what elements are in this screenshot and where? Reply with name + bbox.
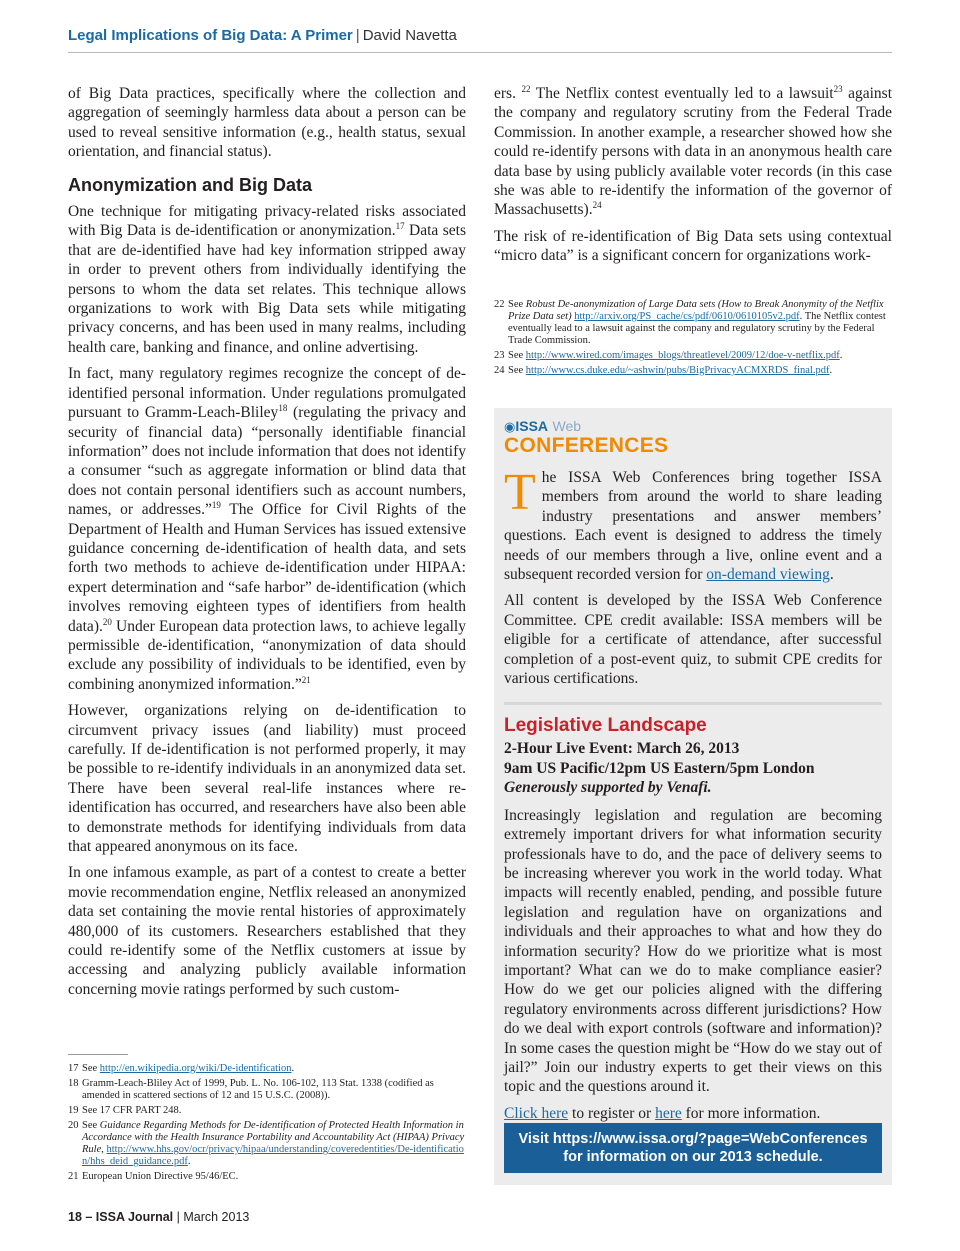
web-conferences-box [494,408,892,1185]
footnote: 23 See http://www.wired.com/images_blogs/threatlevel/2009/12/doe-v-netflix.pdf. [494,350,843,361]
paragraph: ers. $^{22}$ The Netflix contest eventually led to a lawsuit$^{23}$ against the company and regulatory scrutiny from the Federal Trade Commission. In another example, a researcher showed how she could re-identify persons with data in an anonymous health care data base by using publicly available voter records (in this case she was able to re-identify the information of the governor of Massachusetts).$^{24}$ [494,83,892,219]
visit-line-1: Visit https://www.issa.org/?page=WebConferences [518,1131,868,1147]
intro-paragraph: The ISSA Web Conferences bring together ISSA members from around the world to share leading industry presentations and answer members’ questions. Each event is designed to address the timely needs of our members through a live, online event and a subsequent recorded version for on-demand viewing. [504,464,882,584]
paragraph: One technique for mitigating privacy-related risks associated with Big Data is de-identification or anonymization.$^{17}$ Data sets that are de-identified have had key information stripped away in order to prevent others from individually identifying the persons to whom the data set relates. This technique allows organizations to work with Big Data sets while mitigating privacy concerns, and has been used in many realms, including health care, banking and finance, and online advertising. [68,203,466,356]
footnote-ref[interactable]: 20 [102,616,112,627]
event-time: 9am US Pacific/12pm US Eastern/5pm London [504,759,815,777]
footnote-link[interactable]: http://arxiv.org/PS_cache/cs/pdf/0610/0610105v2.pdf [574,311,800,322]
footnote-ref[interactable]: 22 [521,83,531,94]
footnote: 19 See 17 CFR PART 248. [68,1105,182,1116]
page-footer [68,1210,249,1224]
footnote-link[interactable]: http://www.hhs.gov/ocr/privacy/hipaa/understanding/coveredentities/De-identification/hhs_deid_guidance.pdf [82,1144,464,1167]
footnote: 17 See http://en.wikipedia.org/wiki/De-identification. [68,1063,295,1074]
header-title: Legal Implications of Big Data: A Primer [68,27,353,44]
footnote: 21 European Union Directive 95/46/EC. [68,1171,239,1182]
section-heading: Anonymization and Big Data [68,174,313,195]
paragraph: of Big Data practices, specifically where the collection and aggregation of seemingly harmless data about a person can be used to reveal sensitive information (e.g., health status, sexual orientation, and financial status). [68,85,466,161]
divider [504,702,882,705]
header-author: David Navetta [362,27,457,44]
footnote-link[interactable]: http://www.cs.duke.edu/~ashwin/pubs/BigPrivacyACMXRDS_final.pdf [525,365,830,376]
footnote: 18 Gramm-Leach-Bliley Act of 1999, Pub. L. No. 106-102, 113 Stat. 1338 (codified as amended in scattered sections of 12 and 15 U.S.C. (2008)). [68,1078,434,1101]
footer-date: March 2013 [183,1210,250,1224]
event-description: Increasingly legislation and regulation are becoming extremely important drivers for what information security professionals have to do, and the pace of delivery seems to be increasing wherever you work in the world today. What impacts will recently enabled, pending, and possible future legislation and regulation have on organizations and individuals and their approaches to what and how they do information security? How do we prioritize what is most important? What can we do to make compliance easier? How do we get our policies aligned with the differing regulatory environments across different jurisdictions? How do we deal with export controls (software and information)? In some cases the question might be “How do we stay out of jail?” Join our industry experts to get their views on this topic and the questions around it. [504,806,882,1096]
paragraph: In one infamous example, as part of a contest to create a better movie recommendation engine, Netflix released an anonymized data set containing the movie rental histories of approximately 480,000 of its customers. Researchers established that they could re-identify some of the Netflix customers at issue by accessing and analyzing publicly available information concerning movie ratings performed by such custom- [68,864,466,998]
footnote: 20 See Guidance Regarding Methods for De-identification of Protected Health Information in Accordance with the Health Insurance Portability and Accountability Act (HIPAA) Privacy Rule, http://www.hhs.gov/ocr/privacy/hipaa/understanding/coveredentities/De-identification/hhs_deid_guidance.pdf. [68,1120,465,1167]
footnote: 22 See Robust De-anonymization of Large Data sets (How to Break Anonymity of the Netflix Prize Data set) http://arxiv.org/PS_cache/cs/pdf/0610/0610105v2.pdf. The Netflix contest eventually lead to a lawsuit against the company and regulatory scrutiny by the Federal Trade Commission. [494,299,886,346]
on-demand-link[interactable]: on-demand viewing [706,566,830,584]
register-line: Click here to register or here for more information. [504,1104,821,1122]
footnote-ref[interactable]: 19 [211,499,221,510]
here-link[interactable]: here [655,1104,682,1122]
footnote-link[interactable]: http://en.wikipedia.org/wiki/De-identification [99,1063,292,1074]
running-header [68,24,892,53]
footnotes-left [68,1063,466,1186]
paragraph: All content is developed by the ISSA Web Conference Committee. CPE credit available: ISSA members will be eligible for a certificate of attendance, after successful completion of a post-event quiz, to submit CPE credits for various certifications. [504,592,882,688]
header-separator: | [355,27,360,44]
footer-separator: | [176,1210,180,1224]
footnote-link[interactable]: http://www.wired.com/images_blogs/threatlevel/2009/12/doe-v-netflix.pdf [525,350,840,361]
click-here-link[interactable]: Click here [504,1104,569,1122]
issa-web-conferences-logo: ◉ISSA Web CONFERENCES [504,418,669,457]
footnotes-right [494,299,892,380]
right-column [494,84,892,273]
footnote-ref[interactable]: 23 [833,83,843,94]
footer-page: 18 – ISSA Journal [68,1210,174,1224]
box-content [504,418,882,1130]
paragraph: The risk of re-identification of Big Data sets using contextual “micro data” is a significant concern for organizations work- [494,227,892,265]
footnote-ref[interactable]: 17 [395,221,405,232]
event-title: Legislative Landscape [504,715,707,737]
paragraph: In fact, many regulatory regimes recognize the concept of de-identified personal information. Under regulations promulgated pursuant to Gramm-Leach-Bliley$^{18}$ (regulating the privacy and security of financial data) “personally identifiable financial information” does not include information that does not identify a consumer “such as aggregate information or blind data that does not contain personal identifiers such as account numbers, names, or addresses.”$^{19}$ The Office for Civil Rights of the Department of Health and Human Services has issued extensive guidance concerning de-identification of health data, and sets forth two methods to achieve de-identification under HIPAA: expert determination and “safe harbor” de-identification (which involves removing eighteen types of identifiers from health data).$^{20}$ Under European data protection laws, to achieve legally permissible de-identification, “anonymization of data should exclude any possibility of individuals to be identified, even by combining anonymized information.”$^{21}$ [68,365,467,693]
event-sponsor: Generously supported by Venafi. [504,779,712,797]
globe-icon: ◉ [504,419,516,434]
footnote-ref[interactable]: 24 [592,200,602,211]
footnote: 24 See http://www.cs.duke.edu/~ashwin/pubs/BigPrivacyACMXRDS_final.pdf. [494,365,833,376]
drop-cap: T [504,464,536,521]
paragraph: However, organizations relying on de-identification to circumvent privacy issues (and liability) must proceed carefully. If de-identification is not performed properly, it may be possible to re-identify individuals in an anonymized data set. There have been several real-life instances where re-identification has occurred, and researchers have also been able to demonstrate methods for identifying individuals from data that appeared anonymous on its face. [68,702,466,856]
left-column [68,84,466,1006]
event-date: 2-Hour Live Event: March 26, 2013 [504,740,740,758]
visit-line-2: for information on our 2013 schedule. [563,1149,823,1165]
footnote-ref[interactable]: 18 [278,402,288,413]
footnote-ref[interactable]: 21 [301,674,311,685]
visit-banner[interactable] [504,1123,882,1173]
footnote-rule [68,1054,128,1055]
